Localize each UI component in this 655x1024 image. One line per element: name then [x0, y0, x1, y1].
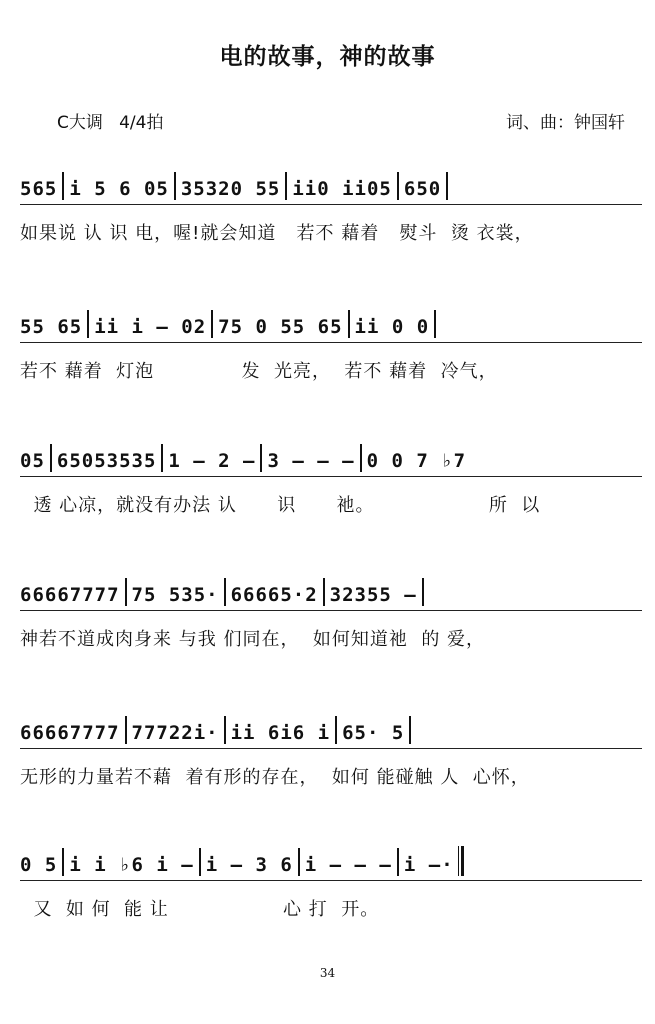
score-system-3	[20, 440, 642, 517]
bar-line	[446, 172, 448, 200]
lyrics-line: 如果说 认 识 电，喔!就会知道 若不 藉着 熨斗 烫 衣裳，	[20, 223, 534, 244]
bar-line	[397, 848, 399, 876]
measure: 1 – 2 –	[168, 450, 256, 472]
measure: 66665·2	[230, 584, 318, 606]
lyrics-line: 又 如 何 能 让 心 打 开。	[20, 899, 380, 920]
measure: ii 6i6 i	[230, 722, 331, 744]
notation-line	[20, 844, 642, 881]
bar-line	[285, 172, 287, 200]
measure: 75 0 55 65	[218, 316, 343, 338]
bar-line	[335, 716, 337, 744]
measure: i i ♭6 i –	[69, 854, 194, 876]
song-title: 电的故事，神的故事	[219, 44, 436, 70]
bar-line	[174, 172, 176, 200]
score-system-4	[20, 574, 642, 651]
bar-line	[422, 578, 424, 606]
score-system-2	[20, 306, 642, 383]
bar-line	[260, 444, 262, 472]
bar-line	[224, 716, 226, 744]
measure: 35320 55	[180, 178, 281, 200]
measure: 65053535	[56, 450, 157, 472]
measure: i – – –	[304, 854, 392, 876]
bar-line	[62, 172, 64, 200]
measure: 32355 –	[329, 584, 417, 606]
notation-line	[20, 712, 642, 749]
notation-line	[20, 440, 642, 477]
bar-line	[323, 578, 325, 606]
bar-line	[62, 848, 64, 876]
bar-line	[409, 716, 411, 744]
key-meter: C大调 4/4拍	[57, 113, 164, 133]
measure: 65· 5	[342, 722, 405, 744]
notation-line	[20, 306, 642, 343]
measure: i – 3 6	[205, 854, 293, 876]
measure: ii i – 02	[94, 316, 207, 338]
lyrics-line: 若不 藉着 灯泡 发 光亮， 若不 藉着 冷气，	[20, 361, 498, 382]
bar-line	[125, 716, 127, 744]
bar-line	[211, 310, 213, 338]
measure: 565	[20, 178, 58, 200]
measure: 0 5	[20, 854, 58, 876]
measure: 66667777	[20, 584, 120, 606]
bar-line	[397, 172, 399, 200]
measure: ii0 ii05	[292, 178, 392, 200]
measure: 0 0 7 ♭7	[366, 450, 467, 472]
measure: 05	[20, 450, 45, 472]
measure: 75 535·	[131, 584, 219, 606]
score-system-1	[20, 168, 642, 245]
page-number: 34	[319, 966, 336, 980]
lyrics-line: 透 心凉，就没有办法 认 识 祂。 所 以	[20, 495, 541, 516]
final-bar-line	[458, 846, 465, 876]
bar-line	[125, 578, 127, 606]
measure: i 5 6 05	[69, 178, 169, 200]
bar-line	[87, 310, 89, 338]
bar-line	[161, 444, 163, 472]
measure: i –·	[403, 854, 454, 876]
measure: 77722i·	[131, 722, 219, 744]
score-system-6	[20, 844, 642, 921]
notation-line	[20, 168, 642, 205]
bar-line	[360, 444, 362, 472]
measure: 66667777	[20, 722, 120, 744]
bar-line	[50, 444, 52, 472]
credits: 词、曲：钟国轩	[506, 113, 625, 133]
lyrics-line: 神若不道成肉身来 与我 们同在， 如何知道祂 的 爱，	[20, 629, 486, 650]
score-system-5	[20, 712, 642, 789]
bar-line	[298, 848, 300, 876]
bar-line	[348, 310, 350, 338]
bar-line	[199, 848, 201, 876]
lyrics-line: 无形的力量若不藉 着有形的存在， 如何 能碰触 人 心怀，	[20, 767, 530, 788]
measure: ii 0 0	[354, 316, 430, 338]
measure: 650	[403, 178, 442, 200]
measure: 3 – – –	[267, 450, 355, 472]
measure: 55 65	[20, 316, 83, 338]
bar-line	[434, 310, 436, 338]
bar-line	[224, 578, 226, 606]
notation-line	[20, 574, 642, 611]
